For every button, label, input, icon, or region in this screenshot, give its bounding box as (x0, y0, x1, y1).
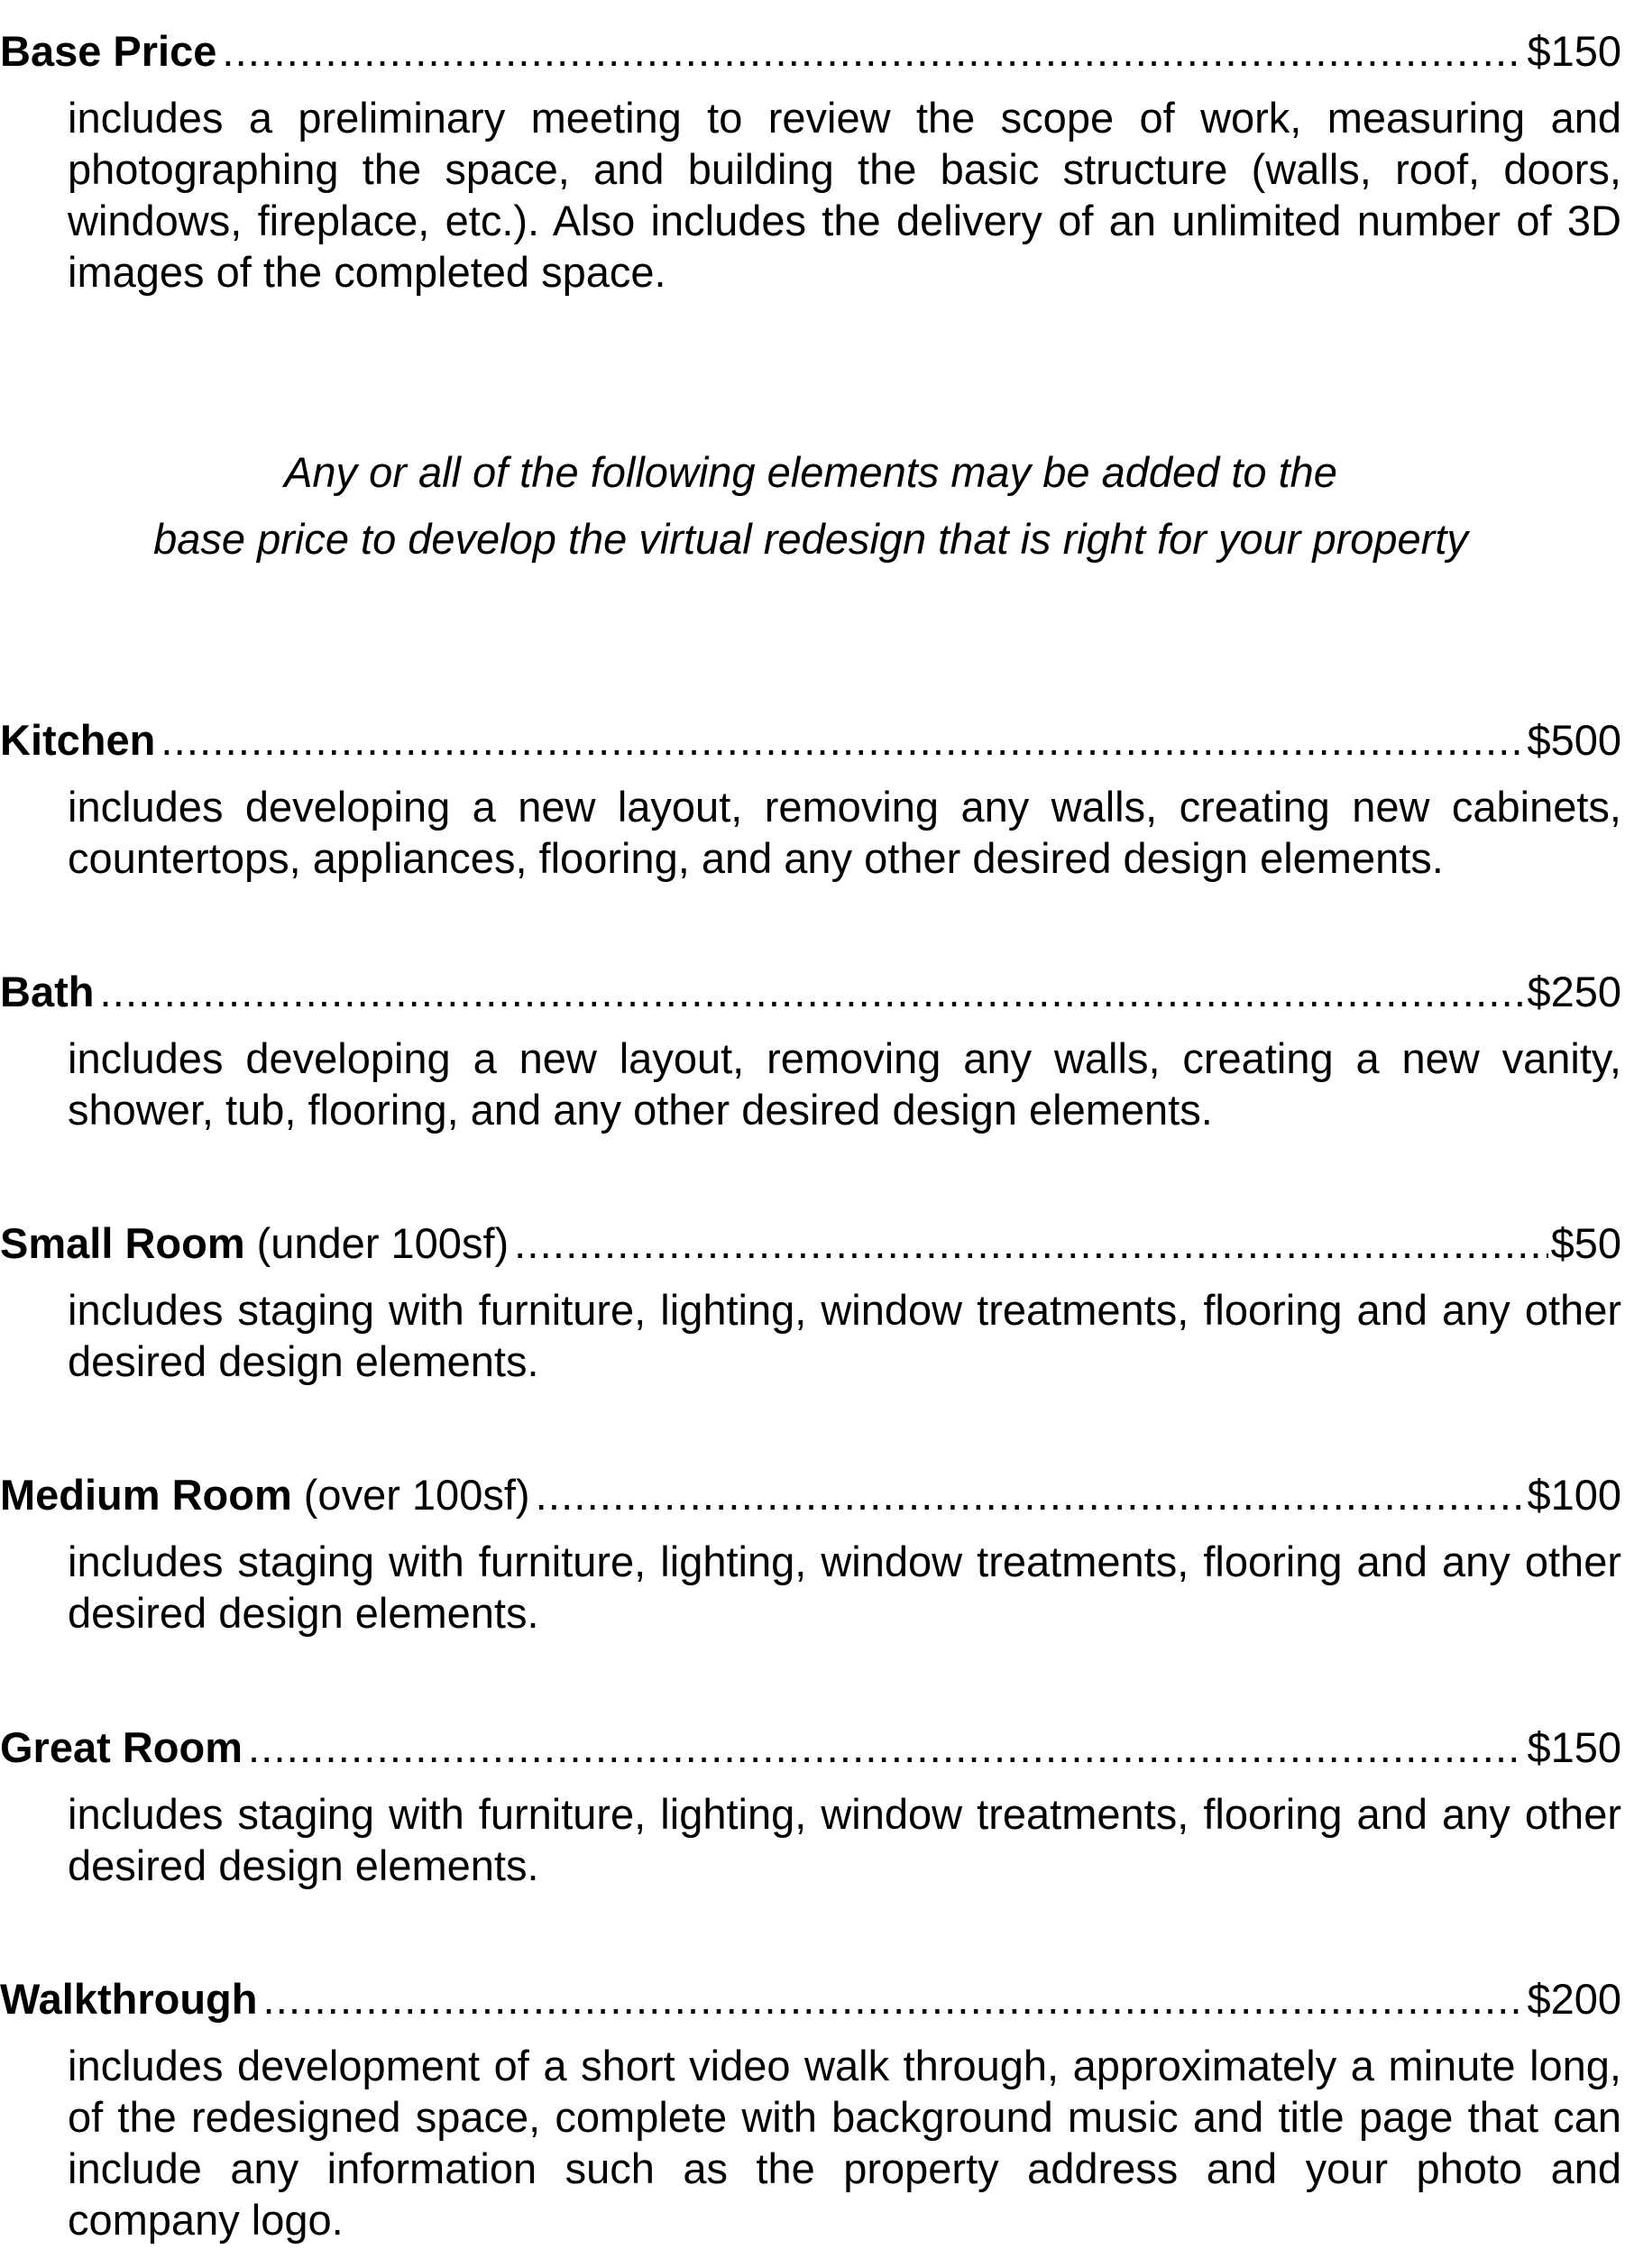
dot-leader (161, 713, 1524, 767)
walkthrough-description: includes development of a short video walk through, approximately a minute long, of the redesigned space, complete with background music and title page that can include any information such as the property address and your photo and company logo. (68, 2042, 1621, 2244)
walkthrough-price: $200 (1527, 1975, 1621, 2023)
dot-leader (248, 1721, 1524, 1775)
medium-room-entry (0, 1468, 1621, 1639)
dot-leader (222, 24, 1524, 78)
dot-leader (99, 965, 1524, 1019)
great-room-entry (0, 1721, 1621, 1891)
bath-price: $250 (1527, 968, 1621, 1015)
small-room-price: $50 (1550, 1219, 1621, 1267)
medium-room-description: includes staging with furniture, lighting, window treatments, flooring and any other desired design elements. (68, 1538, 1621, 1637)
bath-description: includes developing a new layout, removing any walls, creating a new vanity, shower, tub, flooring, and any other desired design elements. (68, 1034, 1621, 1134)
small-room-name: Small Room (0, 1219, 245, 1267)
bath-name: Bath (0, 968, 95, 1015)
bath-entry (0, 965, 1621, 1135)
dot-leader (262, 1972, 1524, 2026)
small-room-entry (0, 1217, 1621, 1387)
kitchen-price: $500 (1527, 716, 1621, 764)
walkthrough-name: Walkthrough (0, 1975, 258, 2023)
kitchen-name: Kitchen (0, 716, 156, 764)
kitchen-entry (0, 713, 1621, 884)
great-room-description: includes staging with furniture, lighting, window treatments, flooring and any other desired design elements. (68, 1790, 1621, 1889)
medium-room-heading (0, 1468, 1621, 1522)
base-price-entry (0, 24, 1621, 298)
base-price-name: Base Price (0, 27, 217, 75)
kitchen-heading (0, 713, 1621, 767)
great-room-price: $150 (1527, 1723, 1621, 1771)
kitchen-description: includes developing a new layout, removing any walls, creating new cabinets, countertops, appliances, flooring, and any other desired design elements. (68, 783, 1621, 882)
small-room-heading (0, 1217, 1621, 1271)
dot-leader (514, 1217, 1547, 1271)
add-on-note-line-1: Any or all of the following elements may be added to the (284, 448, 1337, 496)
medium-room-name: Medium Room (0, 1471, 292, 1519)
walkthrough-heading (0, 1972, 1621, 2026)
bath-heading (0, 965, 1621, 1019)
base-price-description: includes a preliminary meeting to review the scope of work, measuring and photographing the space, and building the basic structure (walls, roof, doors, windows, fireplace, etc.). Also includes the delivery of an unlimited number of 3D images of the completed space. (68, 94, 1621, 296)
medium-room-price: $100 (1527, 1471, 1621, 1519)
add-on-note (0, 439, 1621, 573)
small-room-description: includes staging with furniture, lighting, window treatments, flooring and any other desired design elements. (68, 1286, 1621, 1385)
add-on-note-line-2: base price to develop the virtual redesign that is right for your property (153, 515, 1468, 563)
great-room-heading (0, 1721, 1621, 1775)
medium-room-qualifier: (over 100sf) (303, 1471, 530, 1519)
great-room-name: Great Room (0, 1723, 243, 1771)
base-price-heading (0, 24, 1621, 78)
small-room-qualifier: (under 100sf) (256, 1219, 510, 1267)
dot-leader (536, 1468, 1525, 1522)
walkthrough-entry (0, 1972, 1621, 2245)
base-price-amount: $150 (1527, 27, 1621, 75)
